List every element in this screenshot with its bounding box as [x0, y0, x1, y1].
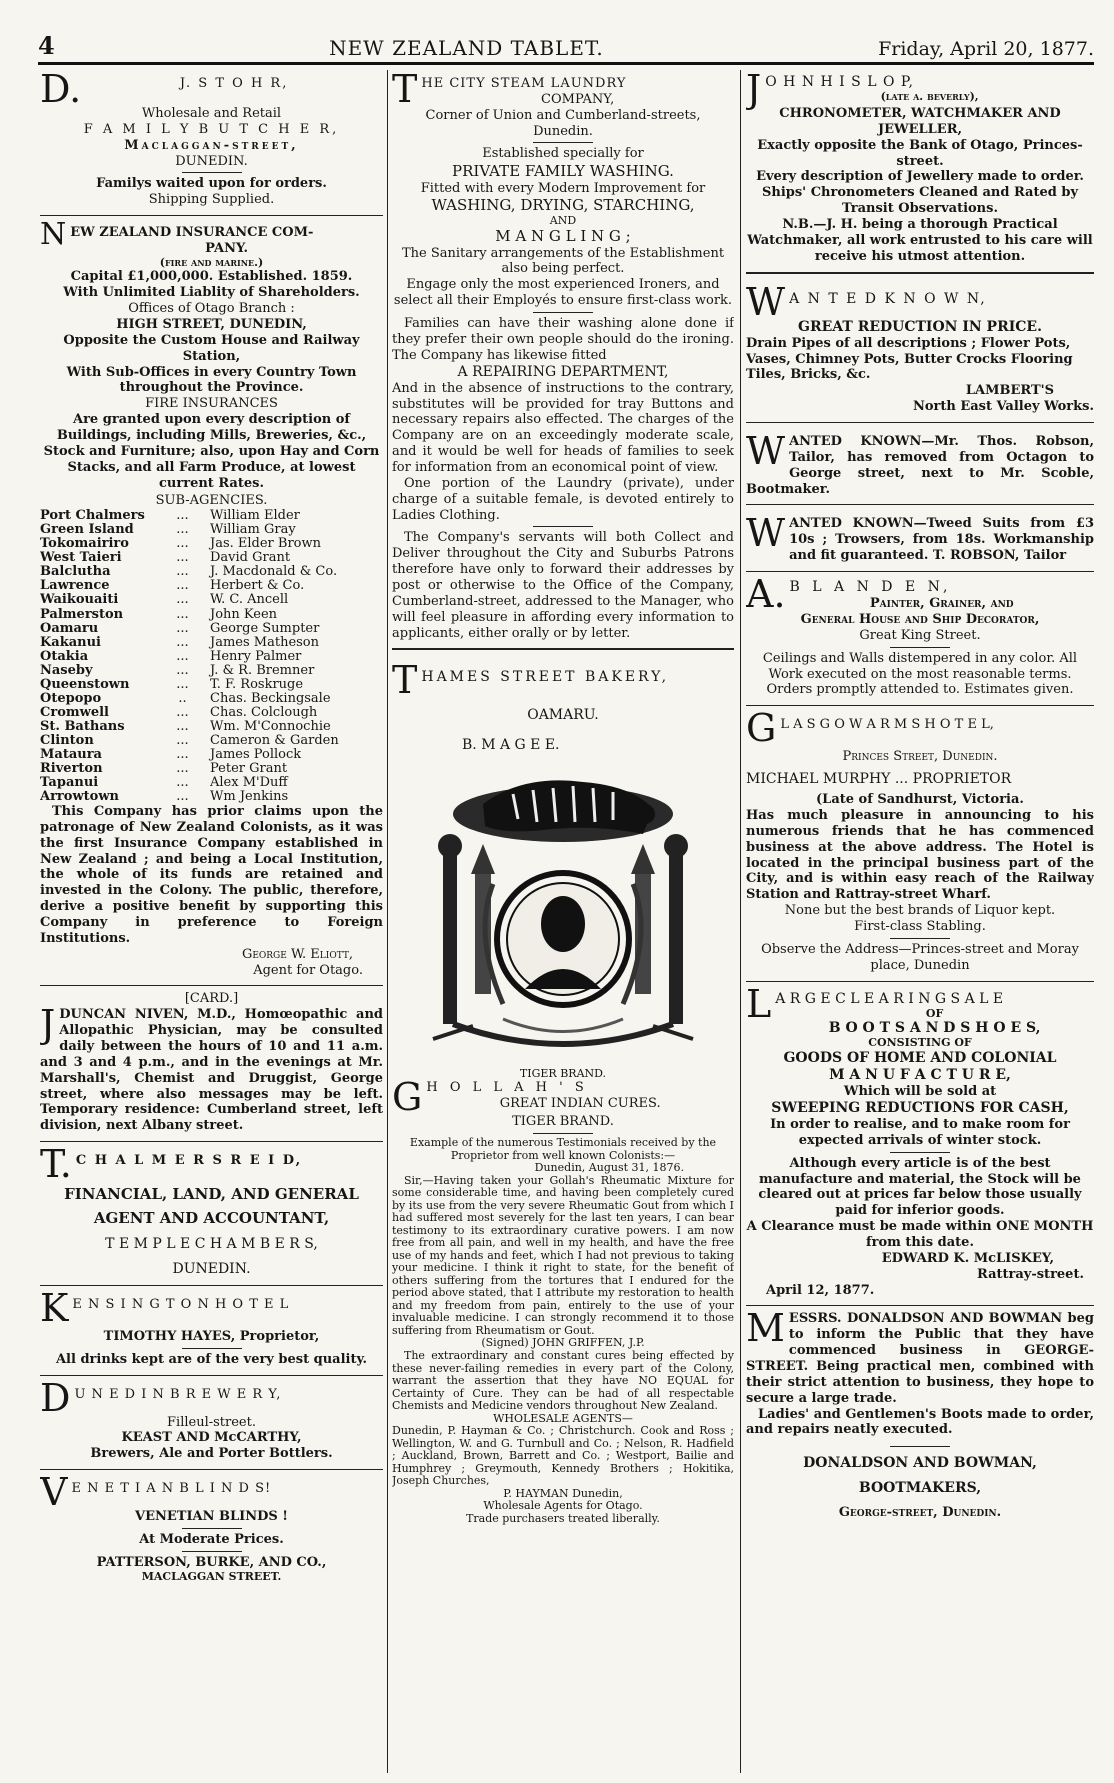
- ad-stohr: [40, 70, 383, 212]
- ad-line: B O O T S A N D S H O E S,: [828, 1020, 1041, 1037]
- ad-line: Corner of Union and Cumberland-streets,: [425, 107, 701, 123]
- ad-heading: EW ZEALAND INSURANCE COM-: [70, 225, 314, 241]
- agent-town: Green Island: [40, 522, 134, 538]
- agent-dots: ...: [176, 606, 189, 622]
- agent-name: James Pollock: [210, 746, 302, 762]
- ad-paragraph: ANTED KNOWN—Tweed Suits from £3 10s ; Trowsers, from 18s. Workmanship and fit guaranteed. T. ROBSON, Tailor: [789, 516, 1094, 564]
- ad-line: Brewers, Ale and Porter Bottlers.: [90, 1446, 333, 1462]
- drop-cap: G: [746, 706, 777, 751]
- advertiser-name: J. S T O H R,: [179, 76, 289, 91]
- ad-line: Every description of Jewellery made to order.: [756, 169, 1084, 185]
- ad-line: BOOTMAKERS,: [858, 1480, 982, 1497]
- agent-row: [40, 636, 383, 650]
- ad-laundry: [392, 70, 734, 645]
- agent-row: [40, 720, 383, 734]
- ad-line: DUNEDIN.: [172, 1260, 251, 1277]
- ad-line: M A N G L I N G ;: [495, 227, 631, 246]
- ad-line: M A N U F A C T U R E,: [829, 1066, 1011, 1083]
- ad-line: Princes Street, Dunedin.: [842, 749, 998, 765]
- ad-venetian: [40, 1470, 383, 1587]
- ad-paragraph: Has much pleasure in announcing to his numerous friends that he has commenced business at the above address. The Hotel is located in the principal business part of the City, and is within easy reach of the Railway Station and Rattray-street Wharf.: [746, 808, 1094, 903]
- column-3: [746, 70, 1094, 1773]
- agent-row: [40, 537, 383, 551]
- agent-row: [40, 734, 383, 748]
- agent-name: Cameron & Garden: [210, 732, 339, 748]
- agent-town: Port Chalmers: [40, 508, 145, 524]
- ad-line: WASHING, DRYING, STARCHING,: [431, 196, 695, 215]
- agent-row: [40, 622, 383, 636]
- agent-dots: ...: [176, 592, 189, 608]
- advertiser-name: A R G E C L E A R I N G S A L E: [775, 990, 1004, 1007]
- ad-line: (late a. beverly),: [880, 90, 979, 104]
- agent-town: West Taieri: [40, 550, 122, 566]
- ad-line: Exactly opposite the Bank of Otago, Princes-street.: [757, 137, 1083, 169]
- agents-table: [40, 509, 383, 804]
- signature: EDWARD K. McLISKEY,: [881, 1250, 1054, 1266]
- ad-robson-2: [746, 508, 1094, 568]
- agent-dots: ...: [176, 550, 189, 566]
- agent-town: Queenstown: [40, 676, 130, 692]
- agent-name: Chas. Colclough: [210, 704, 318, 720]
- ad-paragraph: Ladies' and Gentlemen's Boots made to order, and repairs neatly executed.: [746, 1406, 1094, 1438]
- ad-paragraph: In order to realise, and to make room for expected arrivals of winter stock.: [770, 1116, 1070, 1148]
- ad-line: MICHAEL MURPHY ... PROPRIETOR: [746, 771, 1012, 788]
- ad-reid: [40, 1142, 383, 1282]
- ad-line: P. HAYMAN Dunedin,: [503, 1486, 623, 1500]
- issue-date: Friday, April 20, 1877.: [878, 38, 1094, 60]
- agent-dots: ...: [176, 522, 189, 538]
- drop-cap: N: [40, 217, 67, 253]
- agent-town: Kakanui: [40, 634, 101, 650]
- ad-line: VENETIAN BLINDS !: [134, 1509, 289, 1525]
- ad-line: CONSISTING OF: [868, 1036, 972, 1050]
- column-divider: [740, 70, 741, 1773]
- agent-name: David Grant: [210, 550, 291, 566]
- agent-row: [40, 509, 383, 523]
- ad-line: GREAT REDUCTION IN PRICE.: [798, 318, 1042, 335]
- agent-town: Naseby: [40, 662, 93, 678]
- agent-name: Chas. Beckingsale: [210, 690, 331, 706]
- ad-line: All drinks kept are of the very best quality.: [55, 1351, 368, 1367]
- drop-cap: T.: [40, 1142, 72, 1187]
- drop-cap: T: [392, 658, 418, 703]
- agent-town: Riverton: [40, 760, 103, 776]
- ad-line: T E M P L E C H A M B E R S,: [105, 1235, 318, 1252]
- column-1: [40, 70, 383, 1773]
- signature: Agent for Otago.: [253, 962, 363, 978]
- agent-town: Cromwell: [40, 704, 109, 720]
- ad-line: Dunedin.: [533, 123, 593, 139]
- agent-row: [40, 523, 383, 537]
- agent-dots: ...: [176, 746, 189, 762]
- agent-name: John Keen: [210, 606, 278, 622]
- ad-paragraph: Dunedin, P. Hayman & Co. ; Christchurch. Cook and Ross ; Wellington, W. and G. Turnbull and Co. ; Nelson, R. Hadfield ; Auckland, Brown, Barrett and Co. ; Westport, Bailie and Humphrey ; Greymouth, Kennedy Brothers ; Hokitika, Joseph Churches,: [392, 1424, 734, 1488]
- ad-line: B. M A G E E.: [462, 736, 560, 753]
- advertiser-name: A N T E D K N O W N,: [789, 290, 987, 307]
- agent-town: St. Bathans: [40, 718, 125, 734]
- ad-line: HIGH STREET, DUNEDIN,: [116, 316, 307, 332]
- ad-lambert: [746, 277, 1094, 419]
- ad-line: Wholesale and Retail: [141, 106, 282, 121]
- ad-paragraph: Ceilings and Walls distempered in any color. All Work executed on the most reasonable terms. Orders promptly attended to. Estimates given.: [762, 650, 1078, 698]
- drop-cap: W: [746, 279, 786, 324]
- agent-town: Clinton: [40, 732, 94, 748]
- ad-paragraph: N.B.—J. H. being a thorough Practical Watchmaker, all work entrusted to his care will receive his utmost attention.: [747, 217, 1093, 264]
- ad-line: With Sub-Offices in every Country Town throughout the Province.: [66, 364, 357, 396]
- ad-bakery: [392, 653, 734, 757]
- agent-dots: ...: [176, 760, 189, 776]
- agent-dots: ...: [176, 620, 189, 636]
- ad-line: GOODS OF HOME AND COLONIAL: [783, 1049, 1057, 1066]
- agent-row: [40, 678, 383, 692]
- drop-cap: J: [746, 70, 762, 111]
- ad-line: Offices of Otago Branch :: [128, 301, 295, 317]
- ad-line: With Unlimited Liablity of Shareholders.: [63, 285, 360, 301]
- ad-line: SWEEPING REDUCTIONS FOR CASH,: [771, 1099, 1069, 1116]
- ad-line: TIGER BRAND.: [512, 1114, 614, 1130]
- ad-line: PRIVATE FAMILY WASHING.: [452, 162, 674, 181]
- ad-line: OAMARU.: [527, 707, 599, 724]
- agent-town: Waikouaiti: [40, 592, 119, 608]
- ad-paragraph: The Sanitary arrangements of the Establishment also being perfect.: [401, 245, 725, 277]
- agent-name: J. & R. Bremner: [210, 662, 315, 678]
- ad-line: Ships' Chronometers Cleaned and Rated by Transit Observations.: [762, 185, 1078, 217]
- ad-hislop: [746, 70, 1094, 269]
- agent-name: J. Macdonald & Co.: [210, 564, 338, 580]
- drop-cap: G: [392, 1075, 423, 1120]
- advertiser-name: H O L L A H ' S: [426, 1080, 588, 1096]
- ad-paragraph: Families can have their washing alone done if they prefer their own people should do the ironing. The Company has likewise fitted: [392, 316, 734, 363]
- ad-line: General House and Ship Decorator,: [800, 611, 1040, 627]
- ad-line: Opposite the Custom House and Railway: [63, 332, 360, 348]
- ad-line: PATTERSON, BURKE, AND CO.,: [96, 1554, 327, 1570]
- ad-line: Example of the numerous Testimonials received by the Proprietor from well known Colonists:—: [409, 1135, 717, 1162]
- agent-row: [40, 593, 383, 607]
- masthead: [38, 31, 1094, 60]
- agent-name: George Sumpter: [210, 620, 320, 636]
- ad-line: AND: [549, 213, 577, 227]
- agent-row: [40, 790, 383, 804]
- drop-cap: D: [40, 1375, 71, 1420]
- agent-dots: ...: [176, 564, 189, 580]
- ad-line: At Moderate Prices.: [139, 1532, 284, 1548]
- ad-line: [CARD.]: [184, 991, 239, 1007]
- agent-town: Otakia: [40, 648, 89, 664]
- agent-town: Lawrence: [40, 578, 110, 594]
- agent-name: Wm. M'Connochie: [210, 718, 331, 734]
- ad-line: Which will be sold at: [843, 1083, 997, 1099]
- ad-line: CHRONOMETER, WATCHMAKER AND JEWELLER,: [779, 106, 1061, 137]
- agent-row: [40, 650, 383, 664]
- drop-cap: V: [40, 1470, 68, 1515]
- agent-dots: ...: [176, 508, 189, 524]
- page-number: 4: [38, 31, 55, 60]
- advertiser-name: HE CITY STEAM LAUNDRY: [421, 76, 627, 91]
- ad-paragraph: Are granted upon every description of Buildings, including Mills, Breweries, &c., Stock and Furniture; also, upon Hay and Corn Stacks, and all Farm Produce, at lowest current Rates.: [43, 412, 380, 491]
- ad-line: DUNEDIN.: [175, 153, 248, 169]
- agent-name: William Gray: [210, 522, 296, 538]
- agent-dots: ...: [176, 634, 189, 650]
- advertiser-name: B L A N D E N,: [789, 578, 952, 595]
- agent-row: [40, 776, 383, 790]
- ad-line: TIGER BRAND.: [519, 1066, 607, 1080]
- agent-town: Tokomairiro: [40, 536, 129, 552]
- drop-cap: M: [746, 1306, 785, 1351]
- agent-town: Arrowtown: [40, 788, 119, 804]
- ad-kensington: [40, 1285, 383, 1372]
- ad-paragraph: And in the absence of instructions to the contrary, substitutes will be provided for tray Buttons and necessary repairs also effected. The charges of the Company are on an exceedingly moderate scale, and it would be well for heads of families to seek for information from an economical point of view.: [392, 380, 734, 475]
- ad-paragraph: DUNCAN NIVEN, M.D., Homœopathic and Allopathic Physician, may be consulted daily between the hours of 10 and 11 a.m. and 3 and 4 p.m., and in the evenings at Mr. Marshall's, Chemist and Druggist, George street, where also messages may be left. Temporary residence: Cumberland street, left division, next Albany street.: [40, 1007, 383, 1134]
- advertiser-name: L A S G O W A R M S H O T E L,: [780, 717, 994, 733]
- advertiser-name: COMPANY,: [541, 91, 615, 107]
- agent-town: Oamaru: [40, 620, 99, 636]
- ad-line: First-class Stabling.: [854, 919, 986, 935]
- agent-dots: ...: [176, 704, 189, 720]
- agent-name: Alex M'Duff: [210, 774, 288, 790]
- ad-line: Dunedin, August 31, 1876.: [534, 1161, 684, 1175]
- agent-dots: ...: [176, 648, 189, 664]
- column-divider: [387, 70, 388, 1773]
- testimonial: Sir,—Having taken your Gollah's Rheumatic Mixture for some considerable time, and having been completely cured by its use from the very severe Rheumatic Gout from which I had suffered most severely for the last ten years, I can bear testimony to its extraordinary curative powers. I am now free from all pain, and well in my health, and have the free use of my hands and feet, which I had not previous to taking your medicine. I think it right to state, for the benefit of others suffering from the tortures that I endured for the period above stated, that I attribute my restoration to health and my freedom from pain, entirely to the use of your invaluable medicine. I can strongly recommend it to those suffering from Rheumatism or Gout.: [392, 1173, 734, 1337]
- advertiser-name: O H N H I S L O P,: [765, 74, 914, 90]
- ad-line: MACLAGGAN STREET.: [141, 1569, 282, 1583]
- agent-row: [40, 608, 383, 622]
- drop-cap: L: [746, 981, 772, 1026]
- ad-paragraph: The extraordinary and constant cures being effected by these never-failing remedies in every part of the Colony, warrant the assertion that they have NO EQUAL for Certainty of Cure. They can be had of all respectable Chemists and Medicine vendors throughout New Zealand.: [392, 1349, 734, 1413]
- ad-line: Filleul-street.: [167, 1414, 256, 1430]
- agent-row: [40, 664, 383, 678]
- agent-name: Peter Grant: [210, 760, 288, 776]
- column-2: [392, 70, 734, 1773]
- drop-cap: W: [746, 511, 786, 556]
- advertiser-name: HAMES STREET BAKERY,: [421, 669, 670, 686]
- tiger-brand-engraving: [413, 764, 713, 1064]
- agent-row: [40, 565, 383, 579]
- ad-line: GREAT INDIAN CURES.: [499, 1095, 661, 1111]
- ad-line: Familys waited upon for orders.: [96, 176, 327, 192]
- ad-line: FINANCIAL, LAND, AND GENERAL: [64, 1185, 359, 1204]
- agent-name: Herbert & Co.: [210, 578, 305, 594]
- drop-cap: T: [392, 70, 418, 111]
- agent-dots: ...: [176, 676, 189, 692]
- ad-brewery: [40, 1375, 383, 1467]
- ad-gollah: [392, 758, 734, 1530]
- agent-name: Henry Palmer: [210, 648, 302, 664]
- masthead-rule: [38, 62, 1094, 65]
- ad-line: F A M I L Y B U T C H E R,: [83, 121, 340, 137]
- agent-dots: ...: [176, 732, 189, 748]
- ad-line: KEAST AND McCARTHY,: [121, 1430, 302, 1446]
- agent-row: [40, 551, 383, 565]
- ad-line: George-street, Dunedin.: [838, 1505, 1002, 1521]
- ad-line: WHOLESALE AGENTS—: [493, 1411, 633, 1425]
- agent-name: W. C. Ancell: [210, 592, 289, 608]
- drop-cap: W: [746, 428, 786, 473]
- agent-row: [40, 579, 383, 593]
- advertiser-name: C H A L M E R S R E I D,: [75, 1153, 303, 1169]
- ad-line: AGENT AND ACCOUNTANT,: [93, 1209, 330, 1228]
- agent-town: Otepopo: [40, 690, 102, 706]
- ad-line: LAMBERT'S: [965, 383, 1054, 399]
- ad-line: A REPAIRING DEPARTMENT,: [457, 363, 669, 380]
- agent-town: Palmerston: [40, 606, 124, 622]
- agent-row: [40, 706, 383, 720]
- agent-name: Wm Jenkins: [210, 788, 289, 804]
- ad-paragraph: ANTED KNOWN—Mr. Thos. Robson, Tailor, has removed from Octagon to George street, next to Mr. Scoble, Bootmaker.: [746, 433, 1094, 497]
- ad-line: (fire and marine.): [159, 255, 264, 269]
- drop-cap: D.: [40, 70, 82, 111]
- agent-dots: ...: [176, 578, 189, 594]
- ad-line: (Late of Sandhurst, Victoria.: [816, 792, 1024, 808]
- ad-line: Capital £1,000,000. Established. 1859.: [70, 269, 353, 285]
- ad-line: Rattray-street.: [976, 1266, 1084, 1282]
- ad-line: FIRE INSURANCES: [145, 396, 278, 412]
- agent-town: Mataura: [40, 746, 102, 762]
- ad-line: Observe the Address—Princes-street and Moray place, Dunedin: [761, 941, 1079, 973]
- advertiser-name: E N S I N G T O N H O T E L: [72, 1296, 290, 1312]
- ad-line: North East Valley Works.: [912, 399, 1094, 415]
- ad-paragraph: The Company's servants will both Collect and Deliver throughout the City and Suburbs Patrons therefore have only to forward their addresses by post or otherwise to the Office of the Company, Cumberland-street, addressed to the Manager, who will feel pleasure in affording every information to applicants, either orally or by letter.: [392, 530, 734, 641]
- ad-line: Established specially for: [482, 146, 644, 162]
- ad-nz-insurance: [40, 219, 383, 982]
- ad-donaldson: [746, 1306, 1094, 1525]
- newspaper-title: NEW ZEALAND TABLET.: [329, 36, 604, 60]
- ad-paragraph: One portion of the Laundry (private), under charge of a suitable female, is devoted entirely to Ladies Clothing.: [392, 475, 734, 523]
- ad-glasgow: [746, 706, 1094, 977]
- ad-paragraph: A Clearance must be made within ONE MONTH from this date.: [746, 1219, 1094, 1250]
- ad-heading: PANY.: [205, 241, 249, 257]
- ad-line: Trade purchasers treated liberally.: [466, 1511, 660, 1525]
- ad-paragraph: Although every article is of the best manufacture and material, the Stock will be cleared out at prices far below those usually paid for inferior goods.: [758, 1155, 1082, 1219]
- agent-dots: ...: [176, 662, 189, 678]
- agent-dots: ...: [176, 718, 189, 734]
- ad-line: Painter, Grainer, and: [869, 596, 1014, 612]
- ad-paragraph: ESSRS. DONALDSON AND BOWMAN beg to inform the Public that they have commenced business in GEORGE-STREET. Being practical men, combined with their strict attention to business, they hope to secure a large trade.: [746, 1311, 1094, 1406]
- ad-line: SUB-AGENCIES.: [155, 493, 268, 509]
- ad-paragraph: Drain Pipes of all descriptions ; Flower Pots, Vases, Chimney Pots, Butter Crocks Flooring Tiles, Bricks, &c.: [746, 335, 1073, 383]
- ad-paragraph: This Company has prior claims upon the patronage of New Zealand Colonists, as it was the first Insurance Company established in New Zealand ; and being a Local Institution, the whole of its funds are retained and invested in the Colony. The public, therefore, derive a positive benefit by supporting this Company in preference to Foreign Institutions.: [40, 803, 383, 946]
- agent-name: James Matheson: [210, 634, 320, 650]
- agent-town: Balclutha: [40, 564, 111, 580]
- agent-dots: ...: [176, 774, 189, 790]
- drop-cap: K: [40, 1285, 69, 1330]
- drop-cap: J: [40, 1002, 56, 1047]
- ad-paragraph: Engage only the most experienced Ironers, and select all their Employés to ensure first-class work.: [393, 277, 733, 309]
- agent-name: William Elder: [210, 508, 300, 524]
- ad-line: None but the best brands of Liquor kept.: [784, 903, 1056, 919]
- ad-line: OF: [925, 1006, 944, 1020]
- ad-robson-1: [746, 426, 1094, 501]
- agent-town: Tapanui: [40, 774, 99, 790]
- advertiser-name: E N E T I A N B L I N D S!: [71, 1481, 272, 1497]
- ad-niven: [40, 989, 383, 1138]
- signature: (Signed) JOHN GRIFFEN, J.P.: [481, 1336, 645, 1350]
- ad-clearing-sale: [746, 981, 1094, 1303]
- ad-line: TIMOTHY HAYES, Proprietor,: [103, 1328, 320, 1344]
- agent-dots: ...: [176, 788, 189, 804]
- signature: George W. Eliott,: [241, 946, 353, 962]
- ad-blanden: [746, 571, 1094, 702]
- agent-row: [40, 748, 383, 762]
- ad-line: Great King Street.: [859, 627, 981, 643]
- agent-row: [40, 692, 383, 706]
- advertiser-name: DONALDSON AND BOWMAN,: [803, 1455, 1037, 1472]
- ad-line: April 12, 1877.: [766, 1282, 875, 1298]
- agent-name: T. F. Roskruge: [210, 676, 304, 692]
- agent-name: Jas. Elder Brown: [210, 536, 322, 552]
- agent-dots: ..: [178, 690, 187, 706]
- agent-dots: ...: [176, 536, 189, 552]
- agent-row: [40, 762, 383, 776]
- drop-cap: A.: [746, 571, 786, 616]
- ad-line: Fitted with every Modern Improvement for: [420, 180, 706, 196]
- ad-line: Shipping Supplied.: [148, 192, 275, 208]
- ad-line: Wholesale Agents for Otago.: [483, 1499, 643, 1513]
- ad-line: Maclaggan-street,: [124, 137, 299, 153]
- advertiser-name: U N E D I N B R E W E R Y,: [74, 1386, 282, 1402]
- ad-line: Station,: [182, 348, 241, 364]
